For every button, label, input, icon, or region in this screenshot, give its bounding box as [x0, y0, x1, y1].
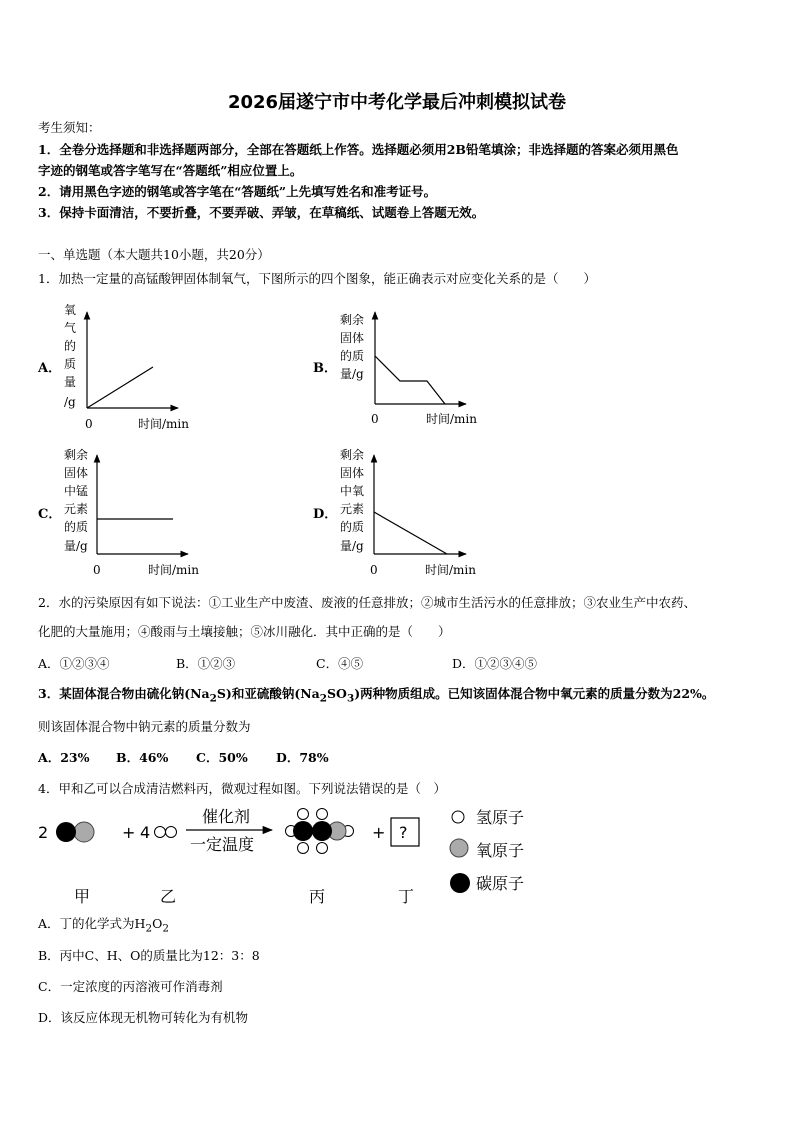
legend-hydrogen-icon	[452, 811, 464, 823]
graph-a	[37, 303, 189, 431]
q2-stem-line-2: 化肥的大量施用；④酸雨与土壤接触；⑤冰川融化．其中正确的是（ ）	[38, 624, 451, 639]
graph-b-curve	[375, 356, 445, 404]
legend-carbon-icon	[450, 873, 470, 893]
graph-c-label: C．	[38, 507, 62, 522]
graph-a-xlabel: 时间/min	[138, 417, 189, 431]
section-heading: 一、单选题（本大题共10小题，共20分）	[38, 247, 270, 262]
bing-h-3	[298, 843, 309, 854]
yi-hydrogen-atom-2	[166, 827, 177, 838]
q3-option-b: B．46%	[116, 750, 169, 765]
bing-carbon-atom-1	[293, 821, 313, 841]
q3-stem-line-1	[38, 686, 714, 707]
graph-b	[313, 312, 477, 426]
bing-h-2	[317, 809, 328, 820]
unknown-mark: ?	[399, 823, 408, 842]
page-title: 2026届遂宁市中考化学最后冲刺模拟试卷	[227, 92, 567, 113]
q2-option-a: A．①②③④	[38, 656, 110, 671]
q4-option-c: C．一定浓度的丙溶液可作消毒剂	[38, 979, 223, 994]
q4-option-d: D．该反应体现无机物可转化为有机物	[38, 1010, 249, 1025]
yi-hydrogen-atom-1	[155, 827, 166, 838]
graph-b-label: B．	[313, 361, 337, 376]
graph-c-ylabel-4: 元素	[64, 502, 89, 516]
q1-graphs	[0, 290, 794, 590]
graph-c-ylabel-2: 固体	[64, 466, 89, 480]
jia-oxygen-atom	[74, 822, 94, 842]
graph-c-xlabel: 时间/min	[148, 563, 199, 577]
bing-h-4	[317, 843, 328, 854]
graph-d-origin: 0	[370, 563, 378, 577]
graph-b-xlabel: 时间/min	[426, 412, 477, 426]
name-bing: 丙	[309, 887, 326, 906]
q4-option-a	[38, 916, 169, 937]
graph-c-ylabel-1: 剩余	[64, 448, 89, 462]
graph-d	[313, 448, 476, 577]
plus-2: +	[372, 823, 386, 842]
graph-a-ylabel-5: 量	[64, 375, 77, 389]
graph-c-ylabel-6: 量/g	[64, 539, 88, 553]
q2-option-b: B．①②③	[176, 656, 236, 671]
q3-text-a: 3．某固体混合物由硫化钠(Na	[38, 686, 210, 701]
graph-d-ylabel-6: 量/g	[340, 539, 364, 553]
q3-sub-1: 2	[209, 692, 217, 705]
graph-b-ylabel-4: 量/g	[340, 367, 364, 381]
graph-b-ylabel-2: 固体	[340, 331, 365, 345]
name-jia: 甲	[74, 887, 91, 906]
graph-a-label: A．	[38, 361, 62, 376]
q1-stem: 1．加热一定量的高锰酸钾固体制氧气，下图所示的四个图象，能正确表示对应变化关系的是（ ）	[38, 271, 596, 286]
q4-stem: 4．甲和乙可以合成清洁燃料丙，微观过程如图。下列说法错误的是（ ）	[38, 781, 446, 796]
q3-option-c: C．50%	[196, 750, 248, 765]
graph-b-ylabel-1: 剩余	[340, 313, 365, 327]
q4-option-a-text: A．丁的化学式为H	[38, 916, 146, 931]
graph-d-ylabel-4: 元素	[340, 502, 365, 516]
q3-sub-2: 2	[319, 692, 328, 705]
legend-carbon: 碳原子	[476, 874, 525, 893]
graph-d-label: D．	[313, 507, 338, 522]
q3-text-d: )两种物质组成。已知该固体混合物中氧元素的质量分数为22%。	[354, 686, 715, 701]
q2-option-c: C．④⑤	[316, 656, 364, 671]
q2-option-d: D．①②③④⑤	[452, 656, 538, 671]
graph-a-ylabel-2: 气	[64, 321, 77, 335]
jia-carbon-atom	[56, 822, 76, 842]
graph-d-ylabel-5: 的质	[340, 520, 365, 534]
graph-d-ylabel-1: 剩余	[340, 448, 365, 462]
bing-carbon-atom-2	[312, 821, 332, 841]
notice-item-1-cont: 字迹的钢笔或答字笔写在“答题纸”相应位置上。	[38, 163, 303, 178]
q4-option-b: B．丙中C、H、O的质量比为12：3：8	[38, 948, 260, 963]
name-yi: 乙	[160, 887, 177, 906]
graph-a-origin: 0	[85, 417, 93, 431]
graph-d-ylabel-2: 固体	[340, 466, 365, 480]
bing-h-1	[298, 809, 309, 820]
plus-1: +	[122, 823, 136, 842]
graph-a-ylabel-6: /g	[64, 395, 76, 409]
catalyst-label: 催化剂	[202, 807, 251, 826]
graph-b-origin: 0	[371, 412, 379, 426]
graph-d-ylabel-3: 中氧	[340, 484, 365, 498]
q3-option-d: D．78%	[276, 750, 329, 765]
graph-c-ylabel-5: 的质	[64, 520, 89, 534]
name-ding: 丁	[398, 887, 415, 906]
q4-option-a-sub-2: 2	[162, 922, 169, 935]
notice-item-2: 2．请用黑色字迹的钢笔或答字笔在“答题纸”上先填写姓名和准考证号。	[38, 184, 437, 199]
graph-a-ylabel-4: 质	[64, 357, 77, 371]
q3-text-c: SO	[327, 686, 347, 701]
notice-heading: 考生须知：	[38, 120, 101, 135]
graph-b-ylabel-3: 的质	[340, 349, 365, 363]
q3-option-a: A．23%	[38, 750, 90, 765]
graph-a-ylabel-1: 氧	[64, 303, 77, 317]
graph-c-origin: 0	[93, 563, 101, 577]
graph-a-curve	[87, 367, 153, 408]
q2-stem-line-1: 2．水的污染原因有如下说法：①工业生产中废渣、废液的任意排放；②城市生活污水的任意排放；③农业生产中农药、	[38, 595, 696, 610]
notice-item-3: 3．保持卡面清洁，不要折叠，不要弄破、弄皱，在草稿纸、试题卷上答题无效。	[38, 205, 485, 220]
q3-sub-3: 3	[346, 692, 355, 705]
coef-jia: 2	[38, 823, 49, 842]
q4-option-a-sub-1: 2	[145, 922, 153, 935]
legend-oxygen: 氧原子	[476, 841, 525, 860]
q3-text-b: S)和亚硫酸钠(Na	[216, 686, 320, 701]
notice-item-1: 1．全卷分选择题和非选择题两部分，全部在答题纸上作答。选择题必须用2B铅笔填涂；非选择题的答案必须用黑色	[38, 142, 679, 157]
graph-d-xlabel: 时间/min	[425, 563, 476, 577]
q4-option-a-o: O	[152, 916, 163, 931]
legend-oxygen-icon	[450, 839, 468, 857]
q4-reaction-diagram	[0, 800, 794, 910]
legend-hydrogen: 氢原子	[476, 808, 525, 827]
graph-c	[38, 448, 199, 577]
q3-stem-line-2: 则该固体混合物中钠元素的质量分数为	[38, 719, 251, 734]
condition-label: 一定温度	[190, 835, 255, 854]
graph-a-ylabel-3: 的	[64, 339, 77, 353]
coef-yi: 4	[140, 823, 151, 842]
graph-d-curve	[374, 512, 447, 554]
graph-c-ylabel-3: 中锰	[64, 484, 89, 498]
